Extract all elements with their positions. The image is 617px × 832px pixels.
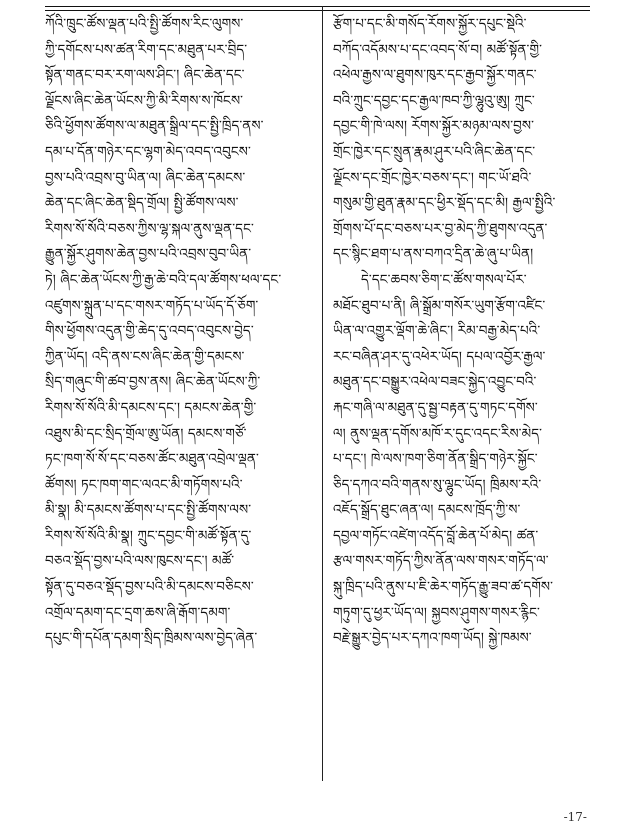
text-line: དཔུང་གི་དཔོན་དམག་སྲིད་ཁྲིམས་ལས་བྱེད་ཞེན་ bbox=[45, 630, 258, 647]
left-text-column bbox=[45, 12, 317, 652]
text-line: དང་སྙིང་ཐག་པ་ནས་བཀའ་དྲིན་ཆེ་ཞུ་པ་ཡིན། bbox=[333, 246, 534, 263]
text-line: ཆེན་དང་ཞིང་ཆེན་སྡིད་གྲོལ། སྤྱི་ཚོགས་ལས་ bbox=[45, 195, 239, 212]
text-line: རྩོག་པ་དང་མི་གསོད་རོགས་སྐྱོར་དཔུང་སྡེའི་ bbox=[333, 16, 527, 32]
text-line: འཇོད་སྒྲོད་ཐུང་ཞན་ལ། དམངས་ཁྲོད་ཀྱི་ས་ bbox=[333, 502, 521, 519]
page-number: -17- bbox=[563, 810, 587, 824]
text-line: དབྱང་གི་ཁེ་ལས། རོགས་སྐྱོར་མཉམ་ལས་བྱས་ bbox=[333, 118, 535, 135]
text-line: གསུམ་གྱི་ཐུན་རྣམ་དང་ཕྱིར་སྡོད་དང་མི། རྒྱལ་སྤྱིའི་ bbox=[333, 195, 556, 212]
text-line: འཛུགས་སྐྲུན་པ་དང་གསར་གཏོད་པ་ཡོད་དོ་ཅོག་ bbox=[45, 297, 259, 314]
text-line: གིས་ཕྱོགས་འདུན་གྱི་ཆེད་དུ་འབད་འབུངས་བྱེད་ bbox=[45, 323, 254, 340]
text-line: བཅའ་སྡོད་བྱས་པའི་ལས་ཁུངས་དང་། མཚོ་ bbox=[45, 553, 235, 570]
text-line: ཅིའི་ཕྱོགས་ཚོགས་ལ་མཐུན་སྒྲིལ་དང་སྤྱི་ཁྲིད་ནས་ bbox=[45, 118, 264, 135]
text-line: གྲོགས་པོ་དང་བཅས་པར་བྱ་མེད་ཀྱི་ཐུགས་འདུན་ bbox=[333, 220, 548, 237]
text-line: ལྗོངས་ཞིང་ཆེན་ཡོངས་ཀྱི་མི་རིགས་ས་ཁོངས་ bbox=[45, 92, 244, 109]
text-line: ཏང་ཁག་སོ་སོ་དང་བཅས་ཚོང་མཐུན་འབྲེལ་ལྡན་ bbox=[45, 451, 259, 468]
text-line: རིགས་སོ་སོའི་མི་སྣ། ཀྲུང་དབྱང་གི་མཚོ་སྟོན་དུ་ bbox=[45, 527, 252, 544]
text-line: རིགས་སོ་སོའི་མི་དམངས་དང་། དམངས་ཆེན་གྱི་ bbox=[45, 399, 257, 416]
text-line: རིགས་སོ་སོའི་བཅས་ཀྱིས་ལྷ་སྐལ་ནུས་ལྡན་དང་ bbox=[45, 220, 254, 237]
top-rule bbox=[45, 6, 590, 11]
text-line: རྒྱུན་སྐྱོར་ཤུགས་ཆེན་བྱས་པའི་འབྲས་བུབ་ཡིན་ bbox=[45, 246, 252, 263]
text-line: ཡིན་ལ་འགྱུར་ལྡོག་ཆེ་ཞིང་། རིམ་བརྒྱ་མེད་པའི་ bbox=[333, 323, 541, 340]
text-line: རྐང་གཞི་ལ་མཐུན་དུ་སྦྱ་བརྟན་དུ་གཏང་དགོས་ bbox=[333, 399, 538, 416]
text-line: ཀྱི་དགོངས་པས་ཚན་རིག་དང་མཐུན་པར་བྲིད་ bbox=[45, 41, 248, 58]
text-line: འཐུས་མི་དང་སྲིད་གྲོལ་ཨུ་ཡོན། དམངས་གཙོ་ bbox=[45, 425, 247, 442]
text-line: སྟོན་དུ་བཅའ་སྡོད་བྱས་པའི་མི་དམངས་བཅིངས་ bbox=[45, 579, 254, 596]
text-line: ཏེ། ཞིང་ཆེན་ཡོངས་ཀྱི་རྒྱ་ཆེ་བའི་དལ་ཚོགས་ཕལ་དང་ bbox=[45, 271, 282, 288]
text-line: མི་སྣ། མི་དམངས་ཚོགས་པ་དང་སྤྱི་ཚོགས་ལས་ bbox=[45, 502, 252, 519]
text-line: རང་བཞིན་ཤར་དུ་འཕེར་ཡོད། དཔལ་འབྱོར་རྒྱལ་ bbox=[333, 348, 546, 365]
text-line: ལ། ནུས་ལྡན་དགོས་མཁོ་ར་དུང་འདང་རིས་མེད་ bbox=[333, 425, 543, 442]
text-line: གཏུག་དུ་ཕྱར་ཡོད་ལ། སྐྱབས་ཤུགས་གསར་རྙིང་ bbox=[333, 604, 540, 621]
paragraph-start-line: དེ་དང་ཆབས་ཅིག་ང་ཚོས་གསལ་པོར་ bbox=[361, 271, 527, 288]
text-line: བཀོད་འདོམས་པ་དང་འབད་སོ་བ། མཚོ་སྟོན་གྱི་ bbox=[333, 41, 543, 58]
column-divider bbox=[322, 6, 323, 781]
text-line: བའི་ཀྲུང་དབྱང་དང་རྒྱལ་ཁབ་ཀྱི་ལྷུའུ་ཨུ། ཀྲུང་ bbox=[333, 92, 535, 109]
text-line: སྐུ་ཁྲིད་པའི་ནུས་པ་ཇི་ཆེར་གཏོད་རྒྱུ་ཟབ་ཚ་དགོས་ bbox=[333, 579, 554, 596]
text-line: སྲིད་གཞུང་གི་ཚབ་བྱས་ནས། ཞིང་ཆེན་ཡོངས་ཀྱི་ bbox=[45, 374, 261, 391]
text-line: གྲོང་ཁྱེར་དང་སྲུན་རྣམ་ཤུར་པའི་ཞིང་ཆེན་དང་ bbox=[333, 143, 536, 160]
text-line: མཐོང་ཐུབ་པ་ནི། ཞི་སྒྲོམ་གསོར་ཡུག་རྩོག་འཛིང་ bbox=[333, 297, 546, 314]
text-line: པ་དང་། ཁེ་ལས་ཁག་ཅིག་ནོན་སྒྲིད་གཉེར་སྐྱོང་ bbox=[333, 451, 538, 468]
text-line: ཀྱིན་ཡོད། འདི་ནས་ངས་ཞིང་ཆེན་གྱི་དམངས་ bbox=[45, 348, 245, 365]
text-line: དམ་པ་དོན་གཉེར་དང་ལྷག་མེད་འབད་འབུངས་ bbox=[45, 143, 251, 160]
text-line: ལྗོངས་དང་གྲོང་ཁྱེར་བཅས་དང་། གང་ཡོ་ཐའི་ bbox=[333, 169, 532, 186]
text-line: དབྱལ་གཏོང་འཛེག་འདོད་བློ་ཆེན་པོ་མེད། ཚན་ bbox=[333, 527, 539, 544]
text-line: ཚོགས། ཏང་ཁག་གང་ལའང་མི་གཏོགས་པའི་ bbox=[45, 476, 243, 493]
text-line: ཅིད་དཀའ་བའི་གནས་སུ་ལྷུང་ཡོད། ཁྲིམས་རའི་ bbox=[333, 476, 542, 493]
text-line: བརྗེ་སྒྱུར་བྱེད་པར་དཀའ་ཁག་ཡོད། སྐྱེ་ཁམས་ bbox=[333, 630, 532, 647]
text-line: འགྲོལ་དམག་དང་དྲག་ཆས་ཞི་རྒོག་དམག་ bbox=[45, 604, 231, 621]
text-line: འཕེལ་རྒྱས་ལ་ཐུགས་ཁུར་དང་རྒྱབ་སྐྱོར་གནང་ bbox=[333, 67, 537, 84]
right-text-column bbox=[333, 12, 605, 652]
text-line: ཀོའི་ཁྲུང་ཚོས་ལྡན་པའི་སྤྱི་ཚོགས་རིང་ལུགས་ bbox=[45, 16, 244, 32]
text-line: མཐུན་དང་བསྒྱུར་འཕེལ་བཟང་སྐྱེད་འབྱུང་བའི་ bbox=[333, 374, 537, 391]
text-line: བྱས་པའི་འབྲས་བུ་ཡིན་ལ། ཞིང་ཆེན་དམངས་ bbox=[45, 169, 246, 186]
text-line: སྟོན་གནང་བར་རག་ལས་ཤིང་། ཞིང་ཆེན་དང་ bbox=[45, 67, 245, 84]
text-line: རྩལ་གསར་གཏོད་ཀྱིས་ནོན་ལས་གསར་གཏོད་ལ་ bbox=[333, 553, 549, 570]
